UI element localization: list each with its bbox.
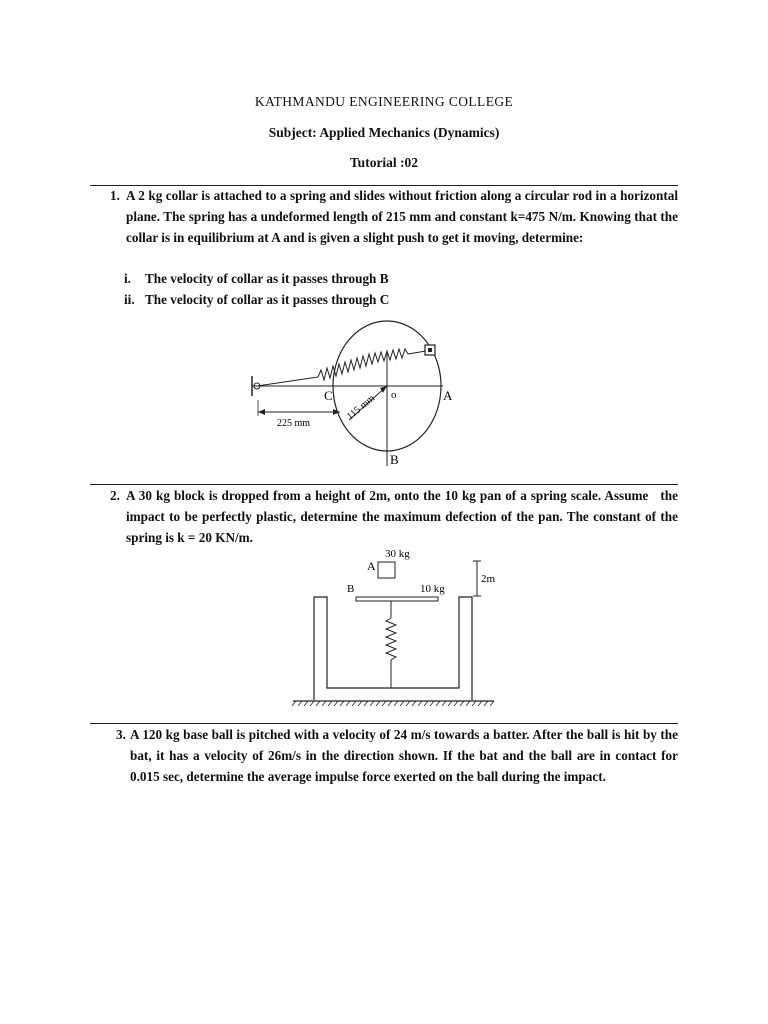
radius-dimension: 115 mm bbox=[344, 392, 377, 423]
pan bbox=[356, 597, 438, 601]
subject-line: Subject: Applied Mechanics (Dynamics) bbox=[268, 125, 500, 140]
sub-item-text: The velocity of collar as it passes through B bbox=[145, 271, 389, 286]
sub-item-marker: i. bbox=[124, 271, 131, 286]
figure-spring-scale bbox=[290, 545, 510, 710]
block-a bbox=[378, 562, 395, 578]
spring-coil bbox=[318, 349, 408, 380]
scale-spring-coil bbox=[386, 618, 396, 660]
college-title: KATHMANDU ENGINEERING COLLEGE bbox=[254, 94, 514, 109]
sub-item-marker: ii. bbox=[124, 292, 135, 307]
spring-rod bbox=[257, 377, 318, 386]
label-o: o bbox=[391, 389, 397, 401]
sub-item-text: The velocity of collar as it passes through C bbox=[145, 292, 390, 307]
question-number: 2. bbox=[110, 488, 120, 503]
question-number: 3. bbox=[116, 727, 126, 742]
block-mass-label: 30 kg bbox=[385, 548, 410, 560]
question-2 bbox=[110, 485, 682, 551]
question-number: 1. bbox=[110, 188, 120, 203]
length-dimension: 225 mm bbox=[277, 418, 311, 429]
scale-frame bbox=[314, 597, 472, 700]
tutorial-number: Tutorial :02 bbox=[349, 155, 419, 170]
question-text: A 120 kg base ball is pitched with a velocity of 24 m/s towards a batter. After the ball is hit by the bat, it has a velocity of 26m/s in the direction shown. If the bat and the ball are in contact for 0.015 sec, determine the average impulse force exerted on the ball during the impact. bbox=[130, 727, 678, 784]
spring-end bbox=[408, 351, 426, 354]
collar-center bbox=[428, 348, 432, 352]
pan-mass-label: 10 kg bbox=[420, 583, 445, 595]
label-a: A bbox=[443, 388, 453, 403]
question-3 bbox=[116, 724, 678, 810]
dim-arrow-left bbox=[258, 409, 265, 415]
block-a-label: A bbox=[367, 559, 376, 573]
question-text: A 30 kg block is dropped from a height of 2m, onto the 10 kg pan of a spring scale. Assume the impact to be perfectly plastic, determine the maximum defection of the pan. The constant of the spring is k = 20 KN/m. bbox=[126, 488, 682, 545]
ground-hatch bbox=[292, 701, 494, 706]
label-b: B bbox=[390, 452, 399, 467]
pan-label: B bbox=[347, 583, 355, 595]
question-text: A 2 kg collar is attached to a spring and slides without friction along a circular rod in a horizontal plane. The spring has a undeformed length of 215 mm and constant k=475 N/m. Knowing that the collar is in equilibrium at A and is given a slight push to get it moving, determine: bbox=[126, 188, 678, 245]
height-label: 2m bbox=[481, 573, 496, 585]
figure-collar-spring bbox=[240, 318, 480, 470]
question-1 bbox=[110, 185, 678, 275]
label-c: C bbox=[324, 388, 333, 403]
